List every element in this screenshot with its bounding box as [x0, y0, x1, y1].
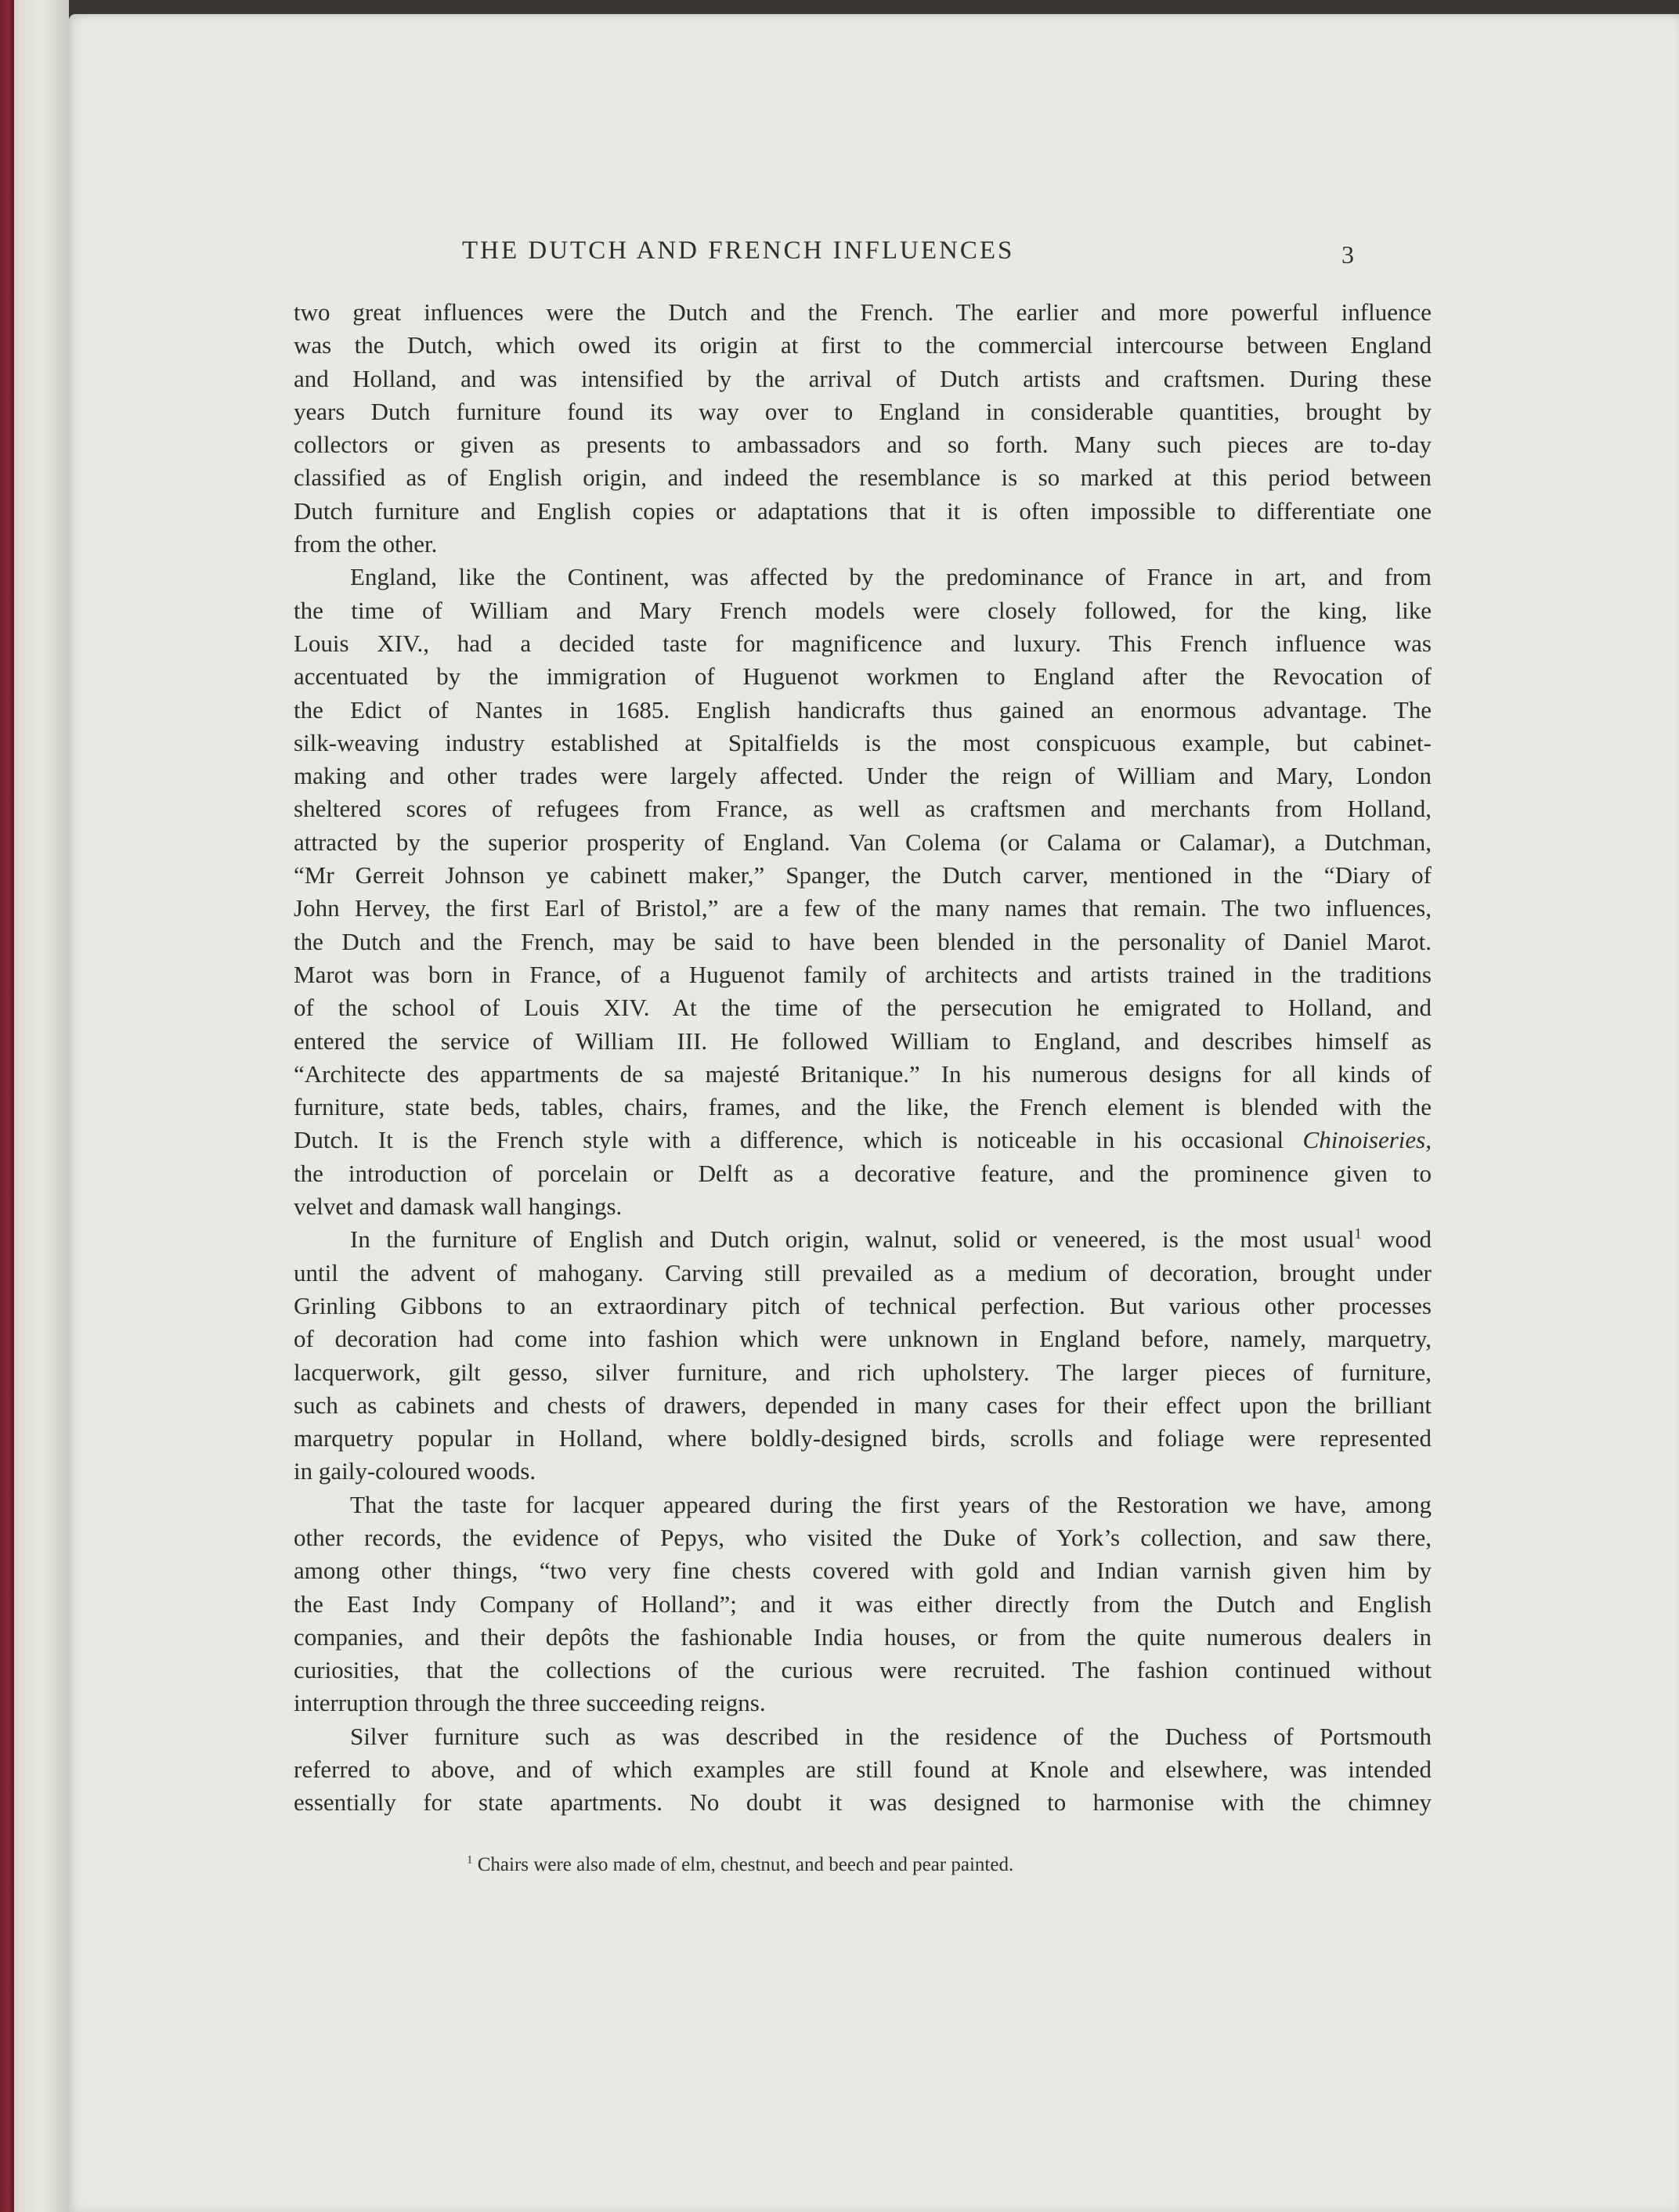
body-text	[294, 296, 1432, 1820]
text-segment: Dutch. It is the French style with a difference, which is noticeable in his occasional	[294, 1126, 1284, 1154]
paragraph-5	[294, 1720, 1432, 1820]
text-line: collectors or given as presents to ambassadors and so forth. Many such pieces are to-day	[294, 431, 1432, 459]
text-line: of decoration had come into fashion which were unknown in England before, namely, marquetry,	[294, 1325, 1432, 1353]
text-line: velvet and damask wall hangings.	[294, 1193, 623, 1221]
text-line: Grinling Gibbons to an extraordinary pitch of technical perfection. But various other processes	[294, 1291, 1432, 1319]
text-line-with-footnote-ref	[294, 1223, 1432, 1256]
paragraph-4	[294, 1488, 1432, 1720]
text-line: Dutch furniture and English copies or adaptations that it is often impossible to differentiate one	[294, 496, 1432, 525]
text-line: companies, and their depôts the fashionable India houses, or from the quite numerous dealers in	[294, 1622, 1432, 1651]
text-line: until the advent of mahogany. Carving still prevailed as a medium of decoration, brought under	[294, 1258, 1432, 1286]
text-line: curiosities, that the collections of the curious were recruited. The fashion continued without	[294, 1656, 1432, 1684]
text-segment: wood	[1378, 1225, 1432, 1254]
text-line: marquetry popular in Holland, where boldly-designed birds, scrolls and foliage were represented	[294, 1424, 1432, 1452]
text-line: in gaily-coloured woods.	[294, 1457, 536, 1485]
text-line: such as cabinets and chests of drawers, depended in many cases for their effect upon the brilliant	[294, 1391, 1432, 1419]
text-line: the Edict of Nantes in 1685. English handicrafts thus gained an enormous advantage. The	[294, 695, 1432, 724]
text-line: furniture, state beds, tables, chairs, frames, and the like, the French element is blended with the	[294, 1093, 1432, 1121]
text-line: Silver furniture such as was described in the residence of the Duchess of Portsmouth	[350, 1722, 1432, 1750]
text-line: lacquerwork, gilt gesso, silver furniture, and rich upholstery. The larger pieces of furniture,	[294, 1358, 1432, 1386]
footnote-marker: 1	[467, 1853, 473, 1867]
text-line: from the other.	[294, 530, 438, 558]
text-line: the East Indy Company of Holland”; and it was either directly from the Dutch and English	[294, 1590, 1432, 1618]
paragraph-2	[294, 561, 1432, 1223]
text-line: two great influences were the Dutch and the French. The earlier and more powerful influence	[294, 298, 1432, 326]
text-line: Marot was born in France, of a Huguenot family of architects and artists trained in the traditions	[294, 960, 1432, 988]
text-line: interruption through the three succeeding reigns.	[294, 1689, 766, 1717]
facing-page-edge	[14, 0, 69, 2212]
text-line: Louis XIV., had a decided taste for magnificence and luxury. This French influence was	[294, 629, 1432, 657]
text-line: accentuated by the immigration of Huguenot workmen to England after the Revocation of	[294, 662, 1432, 691]
book-binding-edge	[0, 0, 14, 2212]
footnote-reference[interactable]: 1	[1354, 1225, 1362, 1243]
text-line: silk-weaving industry established at Spitalfields is the most conspicuous example, but cabinet-	[294, 728, 1432, 756]
text-line: among other things, “two very fine chests covered with gold and Indian varnish given him by	[294, 1557, 1432, 1585]
paragraph-1	[294, 296, 1432, 561]
text-line: England, like the Continent, was affected by the predominance of France in art, and from	[350, 563, 1432, 591]
text-line: years Dutch furniture found its way over to England in considerable quantities, brought by	[294, 397, 1432, 425]
text-line: was the Dutch, which owed its origin at first to the commercial intercourse between England	[294, 331, 1432, 359]
page-number: 3	[1341, 240, 1354, 269]
italic-term: Chinoiseries,	[1302, 1126, 1432, 1154]
text-line: “Architecte des appartments de sa majesté Britanique.” In his numerous designs for all kinds of	[294, 1059, 1432, 1088]
text-line: John Hervey, the first Earl of Bristol,” are a few of the many names that remain. The two influences,	[294, 894, 1432, 922]
text-line: referred to above, and of which examples are still found at Knole and elsewhere, was intended	[294, 1756, 1432, 1784]
footnote-text: Chairs were also made of elm, chestnut, and beech and pear painted.	[477, 1854, 1014, 1875]
text-line: the introduction of porcelain or Delft as a decorative feature, and the prominence given to	[294, 1159, 1432, 1187]
text-line: of the school of Louis XIV. At the time of the persecution he emigrated to Holland, and	[294, 994, 1432, 1022]
text-line: attracted by the superior prosperity of England. Van Colema (or Calama or Calamar), a Dutchman,	[294, 828, 1432, 856]
text-line: the time of William and Mary French models were closely followed, for the king, like	[294, 596, 1432, 624]
text-line: classified as of English origin, and indeed the resemblance is so marked at this period between	[294, 464, 1432, 492]
text-line: and Holland, and was intensified by the arrival of Dutch artists and craftsmen. During these	[294, 364, 1432, 392]
text-segment: In the furniture of English and Dutch origin, walnut, solid or veneered, is the most usual	[350, 1225, 1355, 1254]
text-line: making and other trades were largely affected. Under the reign of William and Mary, London	[294, 762, 1432, 790]
footnote	[467, 1854, 1013, 1876]
text-line: other records, the evidence of Pepys, who visited the Duke of York’s collection, and saw there,	[294, 1523, 1432, 1551]
running-title: THE DUTCH AND FRENCH INFLUENCES	[462, 236, 1015, 265]
text-line: That the taste for lacquer appeared during the first years of the Restoration we have, among	[350, 1490, 1432, 1518]
text-line: essentially for state apartments. No doubt it was designed to harmonise with the chimney	[294, 1788, 1432, 1817]
text-line: “Mr Gerreit Johnson ye cabinett maker,” Spanger, the Dutch carver, mentioned in the “Diary of	[294, 861, 1432, 889]
text-line: entered the service of William III. He followed William to England, and describes himself as	[294, 1027, 1432, 1055]
paragraph-3	[294, 1223, 1432, 1488]
text-line-with-italic	[294, 1124, 1432, 1157]
text-line: the Dutch and the French, may be said to have been blended in the personality of Daniel Marot.	[294, 927, 1432, 955]
text-line: sheltered scores of refugees from France, as well as craftsmen and merchants from Holland,	[294, 795, 1432, 823]
